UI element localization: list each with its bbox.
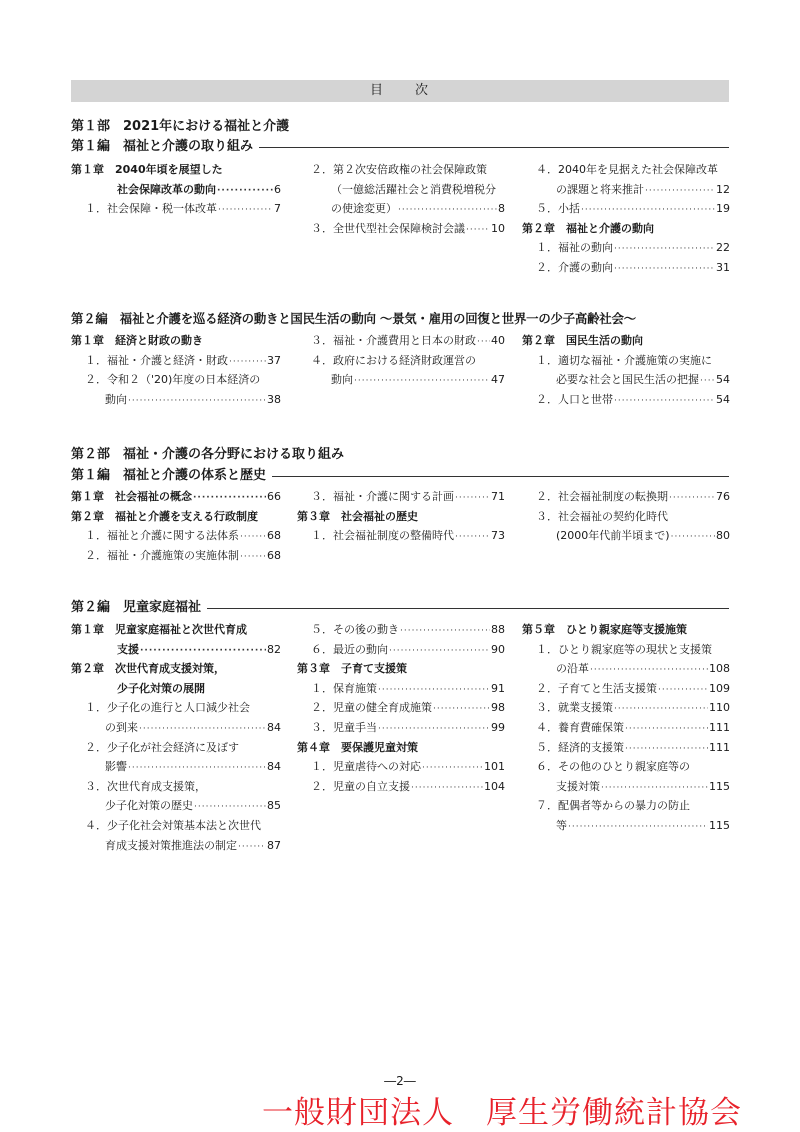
toc-entry-title: ２．児童の健全育成施策 [311, 701, 432, 715]
hen-rule [207, 608, 729, 609]
toc-page-number: 88 [491, 623, 505, 636]
leader-dots [378, 680, 490, 700]
toc-entry [536, 258, 730, 278]
toc-entry [536, 487, 730, 507]
leader-dots [229, 352, 266, 372]
toc-entry [85, 351, 281, 371]
toc-entry-text: ２．第２次安倍政権の社会保障政策 [311, 163, 487, 176]
leader-dots [601, 778, 708, 798]
toc-page-number: 110 [709, 701, 730, 715]
toc-entry-title: の沿革 [556, 662, 589, 676]
toc-entry-text: ４．政府における経済財政運営の [311, 353, 476, 367]
leader-dots [354, 371, 490, 391]
toc-entry-title: 支援対策 [556, 779, 600, 793]
toc-page-number: 37 [267, 353, 281, 367]
toc-entry-title: 動向 [331, 373, 353, 387]
leader-dots [590, 660, 708, 680]
part-1-title: 第１部 2021年における福祉と介護 [71, 119, 290, 134]
leader-dots [193, 488, 266, 508]
toc-entry-text: １．適切な福祉・介護施策の実施に [536, 353, 712, 367]
toc-entry [311, 698, 505, 718]
toc-entry-title: 育成支援対策推進法の制定 [105, 838, 237, 852]
toc-page-number: 6 [274, 182, 281, 196]
toc-page-number: 84 [267, 760, 281, 774]
toc-entry [556, 180, 730, 200]
toc-entry [311, 620, 505, 640]
toc-entry-title: 必要な社会と国民生活の把握 [556, 373, 699, 387]
toc-page-number: 115 [709, 779, 730, 793]
toc-page-number: 90 [491, 642, 505, 656]
toc-entry [556, 659, 730, 679]
toc-entry [536, 238, 730, 258]
toc-entry-title: の課題と将来推計 [556, 182, 644, 196]
toc-entry [71, 487, 281, 507]
toc-page-number: 99 [491, 721, 505, 734]
toc-entry [536, 679, 730, 699]
toc-chapter-heading: 第３章 子育て支援策 [297, 662, 407, 676]
toc-entry-text: ６．その他のひとり親家庭等の [536, 760, 690, 774]
leader-dots [614, 239, 715, 259]
toc-page-number: 87 [267, 838, 281, 852]
toc-entry [85, 199, 281, 219]
page-number: ―2― [384, 1074, 416, 1088]
toc-page-number: 111 [709, 740, 730, 754]
toc-entry-title: (2000年代前半頃まで) [556, 529, 670, 543]
toc-chapter-heading: 第２章 国民生活の動向 [522, 334, 643, 347]
toc-page-number: 19 [716, 202, 730, 216]
leader-dots [614, 699, 708, 719]
leader-dots [614, 259, 715, 279]
toc-entry [536, 390, 730, 410]
leader-dots [140, 641, 266, 661]
hen-rule [259, 147, 729, 148]
leader-dots [238, 837, 266, 857]
leader-dots [194, 797, 266, 817]
leader-dots [240, 527, 266, 547]
toc-entry-title: の使途変更） [331, 202, 397, 216]
toc-page-number: 104 [484, 779, 505, 793]
leader-dots [466, 220, 490, 240]
toc-page-number: 7 [274, 202, 281, 216]
toc-entry-title: １．福祉と介護に関する法体系 [85, 529, 239, 543]
leader-dots [217, 181, 273, 201]
toc-title: 目 次 [369, 83, 430, 98]
toc-entry [556, 370, 730, 390]
toc-entry [105, 718, 281, 738]
toc-entry [311, 219, 505, 239]
toc-chapter-heading: 第３章 社会福祉の歴史 [297, 509, 418, 523]
toc-page-number: 40 [491, 334, 505, 347]
leader-dots [378, 719, 490, 739]
leader-dots [240, 547, 266, 567]
toc-entry [556, 526, 730, 546]
toc-entry-text: ３．次世代育成支援策， [85, 779, 206, 793]
toc-entry [536, 199, 730, 219]
toc-entry-text: ４．少子化社会対策基本法と次世代 [85, 819, 261, 832]
toc-entry-title: 動向 [105, 392, 127, 406]
toc-entry-title: ６．最近の動向 [311, 642, 388, 656]
toc-page-number: 111 [709, 721, 730, 734]
toc-entry-text: １．少子化の進行と人口減少社会 [85, 701, 250, 715]
leader-dots [625, 739, 708, 759]
toc-entry-text: ３．社会福祉の契約化時代 [536, 509, 668, 523]
toc-entry [105, 796, 281, 816]
toc-entry-title: ３．全世代型社会保障検討会議 [311, 221, 465, 235]
toc-entry [117, 640, 281, 660]
toc-entry [311, 331, 505, 351]
toc-entry-title: １．福祉の動向 [536, 241, 613, 255]
toc-entry-title: ４．養育費確保策 [536, 721, 624, 734]
toc-page-number: 31 [716, 261, 730, 274]
toc-page-number: 84 [267, 721, 281, 734]
hen-rule [272, 476, 729, 477]
toc-page-number: 80 [716, 529, 730, 543]
leader-dots [455, 488, 490, 508]
toc-entry-title: ３．福祉・介護費用と日本の財政 [311, 334, 476, 347]
toc-entry-title: 第１章 社会福祉の概念 [71, 490, 192, 503]
leader-dots [128, 391, 266, 411]
toc-entry [536, 718, 730, 738]
leader-dots [455, 527, 490, 547]
toc-page-number: 71 [491, 490, 505, 503]
toc-page-number: 109 [709, 681, 730, 695]
leader-dots [669, 488, 715, 508]
part-2-hen-1-heading [71, 467, 729, 485]
leader-dots [128, 758, 266, 778]
toc-page-number: 85 [267, 799, 281, 813]
toc-chapter-heading: 第２章 次世代育成支援対策， [71, 662, 225, 676]
part-2-hen-2-heading [71, 599, 729, 617]
leader-dots [625, 719, 708, 739]
toc-entry-title: ３．児童手当 [311, 721, 377, 734]
toc-entry [311, 718, 505, 738]
toc-page-number: 98 [491, 701, 505, 715]
toc-page-number: 76 [716, 490, 730, 503]
leader-dots [581, 200, 715, 220]
toc-entry-title: １．児童虐待への対応 [311, 760, 421, 774]
toc-page-number: 91 [491, 681, 505, 695]
hen-label: 第１編 福祉と介護の体系と歴史 [71, 468, 267, 483]
toc-entry-title: ５．小括 [536, 202, 580, 216]
toc-entry [536, 738, 730, 758]
leader-dots [411, 778, 483, 798]
toc-entry [105, 836, 281, 856]
toc-entry [536, 698, 730, 718]
toc-entry-title: 少子化対策の歴史 [105, 799, 193, 813]
toc-entry-text: （一億総活躍社会と消費税増税分 [331, 182, 496, 196]
toc-entry-title: 支援 [117, 642, 139, 656]
toc-chapter-heading: 第１章 2040年頃を展望した [71, 163, 223, 176]
toc-page-number: 101 [484, 760, 505, 774]
toc-entry [311, 757, 505, 777]
toc-entry-title: １．保育施策 [311, 681, 377, 695]
hen-label: 第１編 福祉と介護の取り組み [71, 139, 254, 154]
toc-entry-title: ２．子育てと生活支援策 [536, 681, 657, 695]
toc-page-number: 54 [716, 373, 730, 387]
toc-page-number: 22 [716, 241, 730, 255]
leader-dots [658, 680, 708, 700]
leader-dots [433, 699, 490, 719]
hen-label: 第２編 福祉と介護を巡る経済の動きと国民生活の動向 ～景気・雇用の回復と世界一の少子高齢社会～ [71, 311, 636, 326]
toc-entry [311, 640, 505, 660]
toc-entry [331, 370, 505, 390]
toc-page-number: 66 [267, 490, 281, 503]
toc-page-number: 8 [498, 202, 505, 216]
toc-chapter-heading: 第２章 福祉と介護の動向 [522, 221, 654, 235]
toc-entry-title: １．社会保障・税一体改革 [85, 202, 217, 216]
toc-entry [556, 777, 730, 797]
toc-entry [85, 526, 281, 546]
toc-entry-title: ３．就業支援策 [536, 701, 613, 715]
toc-page-number: 115 [709, 819, 730, 832]
part-2-title: 第２部 福祉・介護の各分野における取り組み [71, 447, 345, 462]
leader-dots [645, 181, 715, 201]
toc-page-number: 12 [716, 182, 730, 196]
toc-entry-title: ２．社会福祉制度の転換期 [536, 490, 668, 503]
toc-page-number: 54 [716, 392, 730, 406]
toc-chapter-heading: 第５章 ひとり親家庭等支援施策 [522, 623, 687, 636]
toc-page-number: 108 [709, 662, 730, 676]
toc-entry [311, 777, 505, 797]
toc-chapter-heading: 第１章 経済と財政の動き [71, 334, 203, 347]
part-1-hen-2-heading [71, 310, 729, 328]
toc-entry-text: ２．少子化が社会経済に及ぼす [85, 740, 239, 754]
leader-dots [218, 200, 273, 220]
toc-entry [117, 180, 281, 200]
leader-dots [671, 527, 715, 547]
toc-entry-title: の到来 [105, 721, 138, 734]
toc-page-number: 73 [491, 529, 505, 543]
leader-dots [477, 332, 490, 352]
toc-entry-title: ５．経済的支援策 [536, 740, 624, 754]
toc-entry-text: ２．令和２（'20)年度の日本経済の [85, 373, 261, 387]
toc-entry-title: ２．人口と世帯 [536, 392, 613, 406]
leader-dots [700, 371, 715, 391]
toc-page-number: 47 [491, 373, 505, 387]
leader-dots [398, 200, 497, 220]
toc-page-number: 38 [267, 392, 281, 406]
toc-chapter-heading: 少子化対策の展開 [117, 681, 205, 695]
toc-chapter-heading: 第１章 児童家庭福祉と次世代育成 [71, 623, 247, 636]
leader-dots [614, 391, 715, 411]
toc-entry-text: ７．配偶者等からの暴力の防止 [536, 799, 690, 813]
toc-entry-title: 影響 [105, 760, 127, 774]
toc-entry-title: ３．福祉・介護に関する計画 [311, 490, 454, 503]
publisher-name: 一般財団法人 厚生労働統計協会 [262, 1095, 742, 1131]
leader-dots [389, 641, 490, 661]
toc-title-bar [71, 80, 729, 102]
toc-entry [105, 390, 281, 410]
toc-entry [556, 816, 730, 836]
toc-entry-text: １．ひとり親家庭等の現状と支援策 [536, 642, 712, 656]
leader-dots [568, 817, 708, 837]
toc-entry-title: １．福祉・介護と経済・財政 [85, 353, 228, 367]
toc-entry-text: ４．2040年を見据えた社会保障改革 [536, 163, 718, 176]
toc-page-number: 68 [267, 529, 281, 543]
toc-entry [105, 757, 281, 777]
toc-page-number: 10 [491, 221, 505, 235]
toc-entry-title: ５．その後の動き [311, 623, 399, 636]
toc-entry-title: ２．児童の自立支援 [311, 779, 410, 793]
leader-dots [422, 758, 483, 778]
toc-entry-title: 等 [556, 819, 567, 832]
toc-entry [311, 526, 505, 546]
toc-page-number: 82 [267, 642, 281, 656]
toc-entry-title: 社会保障改革の動向 [117, 182, 216, 196]
toc-chapter-heading: 第４章 要保護児童対策 [297, 740, 418, 754]
hen-label: 第２編 児童家庭福祉 [71, 600, 202, 615]
leader-dots [139, 719, 266, 739]
toc-chapter-heading: 第２章 福祉と介護を支える行政制度 [71, 509, 258, 523]
toc-entry [311, 487, 505, 507]
toc-entry-title: １．社会福祉制度の整備時代 [311, 529, 454, 543]
part-1-hen-1-heading [71, 138, 729, 156]
toc-entry-title: ２．介護の動向 [536, 261, 613, 274]
toc-entry [311, 679, 505, 699]
toc-entry [331, 199, 505, 219]
toc-entry [85, 546, 281, 566]
toc-page-number: 68 [267, 548, 281, 562]
toc-entry-title: ２．福祉・介護施策の実施体制 [85, 548, 239, 562]
leader-dots [400, 621, 490, 641]
